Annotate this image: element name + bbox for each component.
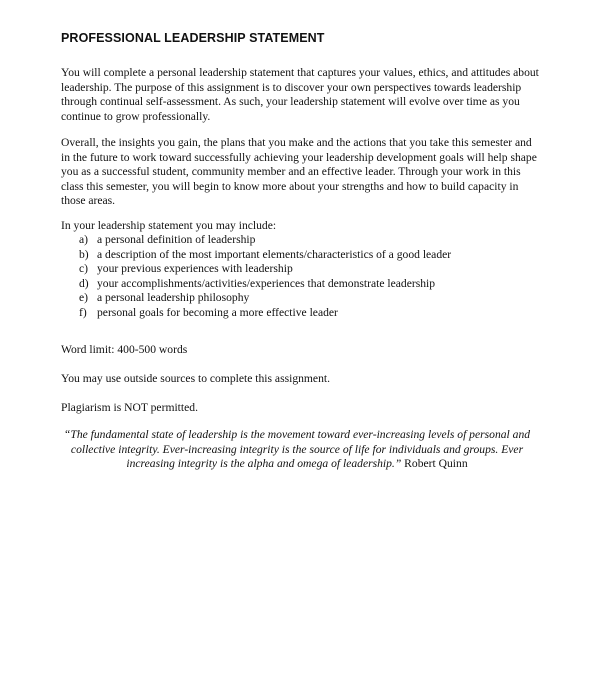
outside-sources-text: You may use outside sources to complete this assignment. (61, 372, 330, 385)
list-item-text: a personal definition of leadership (97, 233, 256, 246)
include-list (79, 233, 451, 321)
list-item (79, 262, 451, 277)
list-item (79, 248, 451, 263)
list-item (79, 291, 451, 306)
list-item-marker: e) (79, 291, 89, 305)
quote-text: “The fundamental state of leadership is the movement toward ever-increasing levels of personal and collective integrity. Ever-increasing integrity is the source of life for individuals and groups. Ever increasing integrity is the alpha and omega of leadership.” (63, 428, 531, 471)
overall-paragraph: Overall, the insights you gain, the plans that you make and the actions that you take this semester and in the future to work toward successfully achieving your leadership development goals will help shape you as a successful student, community member and an effective leader. Through your work in this class this semester, you will begin to know more about your strengths and how to build capacity in those areas. (61, 136, 537, 208)
list-item-marker: c) (79, 262, 89, 276)
list-item-text: a description of the most important elements/characteristics of a good leader (97, 247, 452, 261)
quote-author: Robert Quinn (401, 457, 468, 471)
list-item-text: your accomplishments/activities/experiences that demonstrate leadership (97, 276, 436, 290)
list-item (79, 306, 451, 321)
page-title: PROFESSIONAL LEADERSHIP STATEMENT (61, 31, 325, 45)
list-item (79, 233, 451, 248)
list-item-text: personal goals for becoming a more effective leader (97, 305, 338, 319)
list-item (79, 277, 451, 292)
leadership-quote (58, 428, 536, 472)
intro-paragraph: You will complete a personal leadership statement that captures your values, ethics, and attitudes about leadership. The purpose of this assignment is to discover your own perspectives towards leadership through continual self-assessment. As such, your leadership statement will evolve over time as you continue to grow professionally. (61, 66, 539, 123)
word-limit-text: Word limit: 400-500 words (61, 343, 188, 356)
plagiarism-text: Plagiarism is NOT permitted. (61, 401, 198, 414)
list-item-text: a personal leadership philosophy (97, 291, 250, 305)
list-item-marker: a) (79, 233, 89, 246)
list-item-marker: b) (79, 247, 89, 261)
list-item-marker: d) (79, 276, 89, 290)
include-lead-text: In your leadership statement you may include: (61, 219, 277, 232)
list-item-marker: f) (79, 305, 87, 319)
list-item-text: your previous experiences with leadership (97, 262, 293, 276)
